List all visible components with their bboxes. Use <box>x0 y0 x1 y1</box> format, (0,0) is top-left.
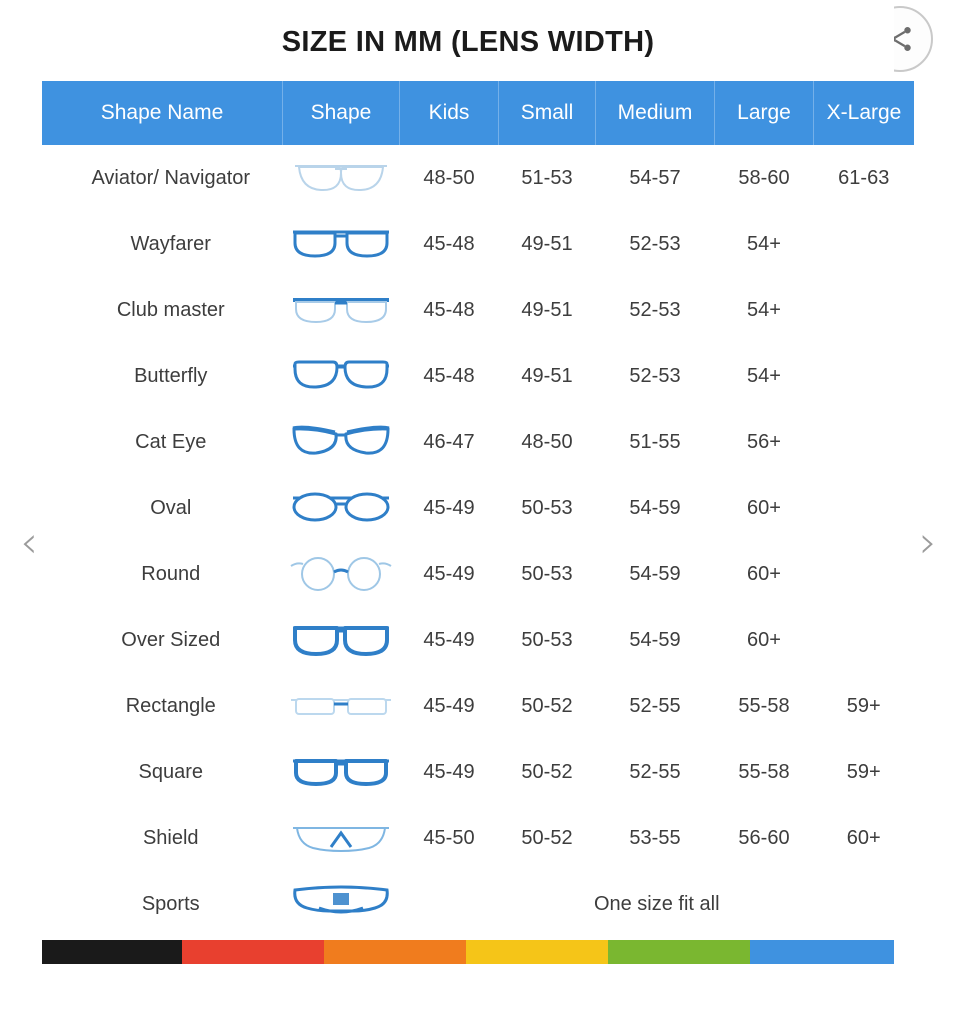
row-label: Shield <box>42 805 283 871</box>
table-row <box>42 541 914 607</box>
shape-cell <box>283 607 400 673</box>
cell-small: 50-53 <box>499 541 596 607</box>
shape-cell <box>283 409 400 475</box>
shape-cell <box>283 211 400 277</box>
row-label: Square <box>42 739 283 805</box>
table-row <box>42 277 914 343</box>
square-glasses-icon <box>283 742 400 802</box>
cell-xlarge <box>814 607 915 673</box>
oval-glasses-icon <box>283 478 400 538</box>
color-swatch-black <box>42 940 182 964</box>
color-swatch-blue <box>750 940 894 964</box>
prev-arrow[interactable]: ‹ <box>20 517 38 568</box>
row-label: Butterfly <box>42 343 283 409</box>
wayfarer-glasses-icon <box>283 214 400 274</box>
color-swatch-red <box>182 940 324 964</box>
cell-xlarge <box>814 277 915 343</box>
shape-cell <box>283 673 400 739</box>
row-label: Oval <box>42 475 283 541</box>
cell-kids: 46-47 <box>400 409 499 475</box>
cell-kids: 45-48 <box>400 343 499 409</box>
cell-medium: 54-57 <box>596 145 715 211</box>
round-glasses-icon <box>283 544 400 604</box>
table-row <box>42 409 914 475</box>
cell-kids: 45-48 <box>400 277 499 343</box>
row-label: Club master <box>42 277 283 343</box>
cell-medium: 52-53 <box>596 343 715 409</box>
table-header-row <box>42 81 914 145</box>
row-label: Aviator/ Navigator <box>42 145 283 211</box>
shape-cell <box>283 871 400 937</box>
cell-xlarge: 59+ <box>814 673 915 739</box>
cell-small: 50-53 <box>499 475 596 541</box>
color-swatch-orange <box>324 940 466 964</box>
cell-small: 49-51 <box>499 343 596 409</box>
column-header-kids: Kids <box>400 81 499 145</box>
shape-cell <box>283 343 400 409</box>
cell-kids: 45-50 <box>400 805 499 871</box>
shape-cell <box>283 739 400 805</box>
clubmaster-glasses-icon <box>283 280 400 340</box>
row-label: Cat Eye <box>42 409 283 475</box>
column-header-shape: Shape <box>283 81 400 145</box>
cell-large: 54+ <box>715 277 814 343</box>
cell-kids: 45-48 <box>400 211 499 277</box>
table-body <box>42 145 914 937</box>
oversized-glasses-icon <box>283 610 400 670</box>
cell-xlarge <box>814 211 915 277</box>
table-header <box>42 81 914 145</box>
cell-kids: 45-49 <box>400 607 499 673</box>
cell-xlarge: 61-63 <box>814 145 915 211</box>
column-header-large: Large <box>715 81 814 145</box>
cell-small: 49-51 <box>499 277 596 343</box>
row-label: Round <box>42 541 283 607</box>
column-header-medium: Medium <box>596 81 715 145</box>
table-row <box>42 607 914 673</box>
cell-medium: 51-55 <box>596 409 715 475</box>
column-header-small: Small <box>499 81 596 145</box>
cell-large: 60+ <box>715 475 814 541</box>
page-title: SIZE IN MM (LENS WIDTH) <box>281 26 655 58</box>
cell-medium: 54-59 <box>596 541 715 607</box>
chart-card <box>42 0 902 937</box>
butterfly-glasses-icon <box>283 346 400 406</box>
cell-large: 60+ <box>715 607 814 673</box>
sports-glasses-icon <box>283 874 400 934</box>
next-arrow[interactable]: › <box>919 517 937 568</box>
shield-glasses-icon <box>283 808 400 868</box>
cell-small: 49-51 <box>499 211 596 277</box>
cell-small: 51-53 <box>499 145 596 211</box>
cell-one-size: One size fit all <box>400 871 915 937</box>
column-header-xlarge: X-Large <box>814 81 915 145</box>
cell-large: 58-60 <box>715 145 814 211</box>
cell-xlarge <box>814 541 915 607</box>
shape-cell <box>283 541 400 607</box>
cell-small: 50-52 <box>499 673 596 739</box>
cell-large: 55-58 <box>715 673 814 739</box>
footer-spacer <box>0 964 957 1024</box>
size-table <box>42 81 914 937</box>
cell-xlarge: 59+ <box>814 739 915 805</box>
table-row <box>42 211 914 277</box>
aviator-glasses-icon <box>283 148 400 208</box>
table-row <box>42 673 914 739</box>
table-row <box>42 475 914 541</box>
table-row <box>42 871 914 937</box>
color-bar <box>42 940 894 964</box>
rectangle-glasses-icon <box>283 676 400 736</box>
cell-small: 50-53 <box>499 607 596 673</box>
cell-xlarge: 60+ <box>814 805 915 871</box>
cell-medium: 52-53 <box>596 277 715 343</box>
shape-cell <box>283 145 400 211</box>
table-row <box>42 343 914 409</box>
shape-cell <box>283 475 400 541</box>
cell-large: 56-60 <box>715 805 814 871</box>
shape-cell <box>283 277 400 343</box>
cell-kids: 45-49 <box>400 475 499 541</box>
cell-xlarge <box>814 343 915 409</box>
cell-medium: 52-55 <box>596 739 715 805</box>
cateye-glasses-icon <box>283 412 400 472</box>
column-header-shape-name: Shape Name <box>42 81 283 145</box>
cell-large: 54+ <box>715 211 814 277</box>
row-label: Rectangle <box>42 673 283 739</box>
color-swatch-yellow <box>466 940 608 964</box>
cell-xlarge <box>814 475 915 541</box>
cell-large: 56+ <box>715 409 814 475</box>
cell-large: 54+ <box>715 343 814 409</box>
cell-small: 48-50 <box>499 409 596 475</box>
cell-medium: 53-55 <box>596 805 715 871</box>
color-swatch-green <box>608 940 750 964</box>
cell-medium: 54-59 <box>596 607 715 673</box>
cell-kids: 45-49 <box>400 739 499 805</box>
cell-small: 50-52 <box>499 805 596 871</box>
row-label: Wayfarer <box>42 211 283 277</box>
table-row <box>42 739 914 805</box>
row-label: Sports <box>42 871 283 937</box>
cell-large: 55-58 <box>715 739 814 805</box>
cell-kids: 48-50 <box>400 145 499 211</box>
row-label: Over Sized <box>42 607 283 673</box>
cell-kids: 45-49 <box>400 673 499 739</box>
table-row <box>42 805 914 871</box>
cell-medium: 54-59 <box>596 475 715 541</box>
cell-xlarge <box>814 409 915 475</box>
cell-large: 60+ <box>715 541 814 607</box>
cell-small: 50-52 <box>499 739 596 805</box>
cell-kids: 45-49 <box>400 541 499 607</box>
cell-medium: 52-55 <box>596 673 715 739</box>
cell-medium: 52-53 <box>596 211 715 277</box>
shape-cell <box>283 805 400 871</box>
table-row <box>42 145 914 211</box>
